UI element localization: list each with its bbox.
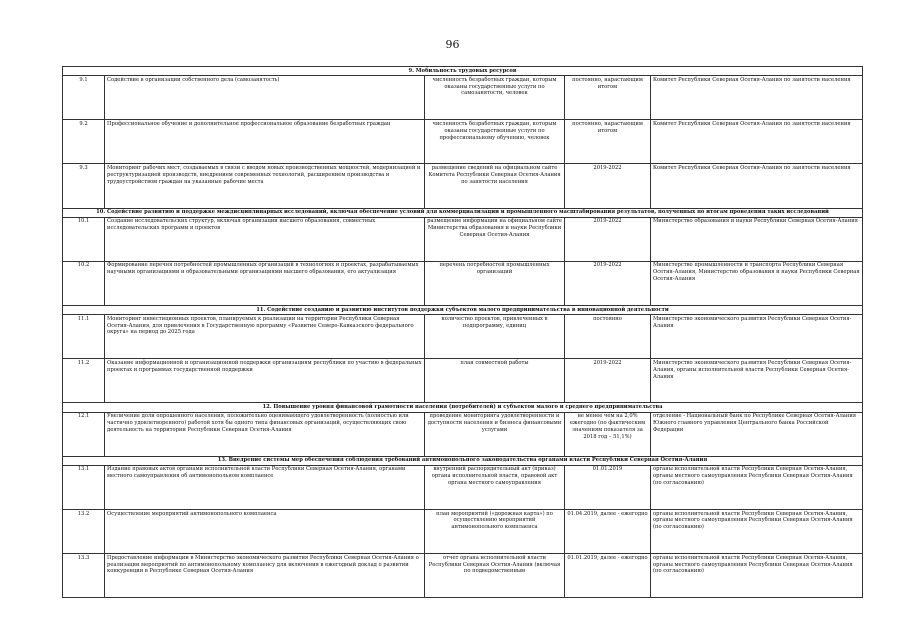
activity-cell: Содействие в организации собственного дела (самозанятость)	[105, 76, 425, 120]
term-cell: не менее чем на 2,0% ежегодно (по фактическим значениям показателя за 2018 год – 51,1%)	[565, 412, 651, 456]
executor-cell: органы исполнительной власти Республики Северная Осетия-Алания, органы местного самоуправления Республики Северная Осетия-Алания (по согласованию)	[651, 509, 863, 553]
term-cell: 01.01.2019, далее - ежегодно	[565, 554, 651, 598]
section-title: 10. Содействие развитию и поддержке междисциплинарных исследований, включая обеспечение условий для коммерциализации и промышленного масштабирования результатов, полученных по итогам проведения таких исследований	[63, 208, 863, 217]
executor-cell: органы исполнительной власти Республики Северная Осетия-Алания, органы местного самоуправления Республики Северная Осетия-Алания (по согласованию)	[651, 465, 863, 509]
row-number: 11.1	[63, 315, 105, 359]
term-cell: 2019-2022	[565, 261, 651, 305]
executor-cell: Комитет Республики Северная Осетия-Алания по занятости населения	[651, 76, 863, 120]
executor-cell: Министерство экономического развития Республики Северная Осетия-Алания, органы исполнительной власти Республики Северная Осетия-Алания	[651, 359, 863, 403]
activity-cell: Создание исследовательских структур, включая организации высшего образования, совместных исследовательских программ и проектов	[105, 217, 425, 261]
term-cell: 01.01.2019	[565, 465, 651, 509]
table-row	[63, 120, 863, 164]
executor-cell: Комитет Республики Северная Осетия-Алания по занятости населения	[651, 164, 863, 208]
indicator-cell: размещение информации на официальном сайте Министерства образования и науки Республики Северная Осетия-Алания	[425, 217, 565, 261]
indicator-cell: численность безработных граждан, которым оказаны государственные услуги по самозанятости, человек	[425, 76, 565, 120]
executor-cell: Министерство промышленности и транспорта Республики Северная Осетия-Алания, Министерство образования и науки Республики Северная Осетия-Алания	[651, 261, 863, 305]
indicator-cell: план совместной работы	[425, 359, 565, 403]
indicator-cell: размещение сведений на официальном сайте Комитета Республики Северная Осетия-Алания по занятости населения	[425, 164, 565, 208]
term-cell: 01.04.2019, далее - ежегодно	[565, 509, 651, 553]
table-row	[63, 465, 863, 509]
executor-cell: отделение - Национальный банк по Республике Северная Осетия-Алания Южного главного управления Центрального банка Российской Федерации	[651, 412, 863, 456]
row-number: 12.1	[63, 412, 105, 456]
table-row	[63, 76, 863, 120]
table-row	[63, 359, 863, 403]
term-cell: 2019-2022	[565, 359, 651, 403]
activity-cell: Предоставление информации в Министерство экономического развития Республики Северная Осетия-Алания о реализации мероприятий по антимонопольному комплаенсу для включения в ежегодный доклад о развитии конкуренции в Республике Северная Осетия-Алания	[105, 554, 425, 598]
activity-cell: Формирование перечня потребностей промышленных организаций в технологиях и проектах, разрабатываемых научными организациями и образовательными организациями высшего образования, его актуализация	[105, 261, 425, 305]
measures-table	[62, 66, 863, 598]
row-number: 13.3	[63, 554, 105, 598]
activity-cell: Оказание информационной и организационной поддержки организациям республики по участию в федеральных проектах и программах государственной поддержки	[105, 359, 425, 403]
indicator-cell: количество проектов, привлеченных в подпрограмму, единиц	[425, 315, 565, 359]
executor-cell: Министерство образования и науки Республики Северная Осетия-Алания	[651, 217, 863, 261]
table-row	[63, 509, 863, 553]
row-number: 10.1	[63, 217, 105, 261]
activity-cell: Мониторинг инвестиционных проектов, планируемых к реализации на территории Республики Северная Осетия-Алания, для привлечения в Государственную программу «Развитие Северо-Кавказского федерального округа» на период до 2025 года	[105, 315, 425, 359]
row-number: 9.3	[63, 164, 105, 208]
activity-cell: Издание правовых актов органами исполнительной власти Республики Северная Осетия-Алания, органами местного самоуправления об антимонопольном комплаенсе	[105, 465, 425, 509]
activity-cell: Осуществление мероприятий антимонопольного комплаенса	[105, 509, 425, 553]
table-row	[63, 217, 863, 261]
executor-cell: Министерство экономического развития Республики Северная Осетия-Алания	[651, 315, 863, 359]
section-heading-row	[63, 67, 863, 76]
indicator-cell: внутренний распорядительный акт (приказ) органа исполнительной власти, правовой акт органа местного самоуправления	[425, 465, 565, 509]
table-row	[63, 554, 863, 598]
table-row	[63, 261, 863, 305]
row-number: 9.2	[63, 120, 105, 164]
indicator-cell: численность безработных граждан, которым оказаны государственные услуги по профессиональному обучению, человек	[425, 120, 565, 164]
section-title: 9. Мобильность трудовых ресурсов	[63, 67, 863, 76]
term-cell: постоянно, нарастающим итогом	[565, 76, 651, 120]
indicator-cell: план мероприятий («дорожная карта») по осуществлению мероприятий антимонопольного комплаенса	[425, 509, 565, 553]
row-number: 10.2	[63, 261, 105, 305]
activity-cell: Мониторинг рабочих мест, создаваемых в связи с вводом новых производственных мощностей, модернизацией и реструктуризацией производств, внедрением современных технологий, расширением производства и трудоустройством граждан на указанные рабочие места	[105, 164, 425, 208]
indicator-cell: проведение мониторинга удовлетворенности и доступности населения и бизнеса финансовыми услугами	[425, 412, 565, 456]
indicator-cell: отчет органа исполнительной власти Республики Северная Осетия-Алания (включая по подведомственным	[425, 554, 565, 598]
term-cell: постоянно, нарастающим итогом	[565, 120, 651, 164]
page-number: 96	[445, 38, 460, 51]
row-number: 13.2	[63, 509, 105, 553]
section-heading-row	[63, 403, 863, 412]
term-cell: 2019-2022	[565, 217, 651, 261]
table-row	[63, 315, 863, 359]
section-title: 13. Внедрение системы мер обеспечения соблюдения требований антимонопольного законодательства органами власти Республики Северная Осетия-Алания	[63, 456, 863, 465]
activity-cell: Профессиональное обучение и дополнительное профессиональное образование безработных граждан	[105, 120, 425, 164]
term-cell: 2019-2022	[565, 164, 651, 208]
section-heading-row	[63, 208, 863, 217]
executor-cell: органы исполнительной власти Республики Северная Осетия-Алания, органы местного самоуправления Республики Северная Осетия-Алания (по согласованию)	[651, 554, 863, 598]
activity-cell: Увеличение доли опрошенного населения, положительно оценивающего удовлетворенность (полностью или частично удовлетворенного) работой хотя бы одного типа финансовых организаций, осуществляющих свою деятельность на территории Республики Северная Осетия-Алания	[105, 412, 425, 456]
section-title: 12. Повышение уровня финансовой грамотности населения (потребителей) и субъектов малого и среднего предпринимательства	[63, 403, 863, 412]
section-title: 11. Содействие созданию и развитию институтов поддержки субъектов малого предпринимательства в инновационной деятельности	[63, 306, 863, 315]
section-heading-row	[63, 306, 863, 315]
table-row	[63, 412, 863, 456]
row-number: 13.1	[63, 465, 105, 509]
table-row	[63, 164, 863, 208]
row-number: 11.2	[63, 359, 105, 403]
term-cell: постоянно	[565, 315, 651, 359]
indicator-cell: перечень потребностей промышленных организаций	[425, 261, 565, 305]
executor-cell: Комитет Республики Северная Осетия-Алания по занятости населения	[651, 120, 863, 164]
section-heading-row	[63, 456, 863, 465]
row-number: 9.1	[63, 76, 105, 120]
